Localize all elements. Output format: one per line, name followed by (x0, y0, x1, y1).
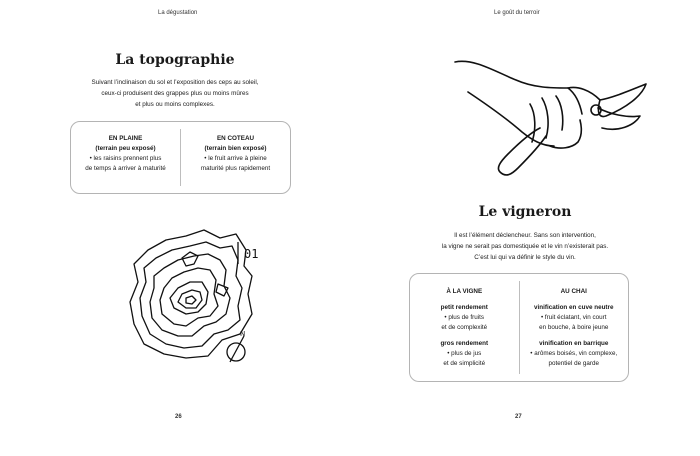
vigneron-comparison-card (409, 273, 629, 382)
right-page (350, 0, 700, 456)
thumb-contour (550, 120, 581, 148)
column-heading: À LA VIGNE (446, 288, 483, 295)
section-title-topographie: La topographie (115, 52, 235, 68)
column-subheading: (terrain bien exposé) (204, 145, 267, 152)
shears-handle-icon (498, 128, 546, 175)
section-title-vigneron: Le vigneron (478, 204, 572, 220)
running-head-right: Le goût du terroir (494, 10, 540, 16)
block-title: vinification en barrique (539, 340, 609, 347)
terrain-comparison-card (70, 121, 291, 194)
topographic-map-illustration (120, 218, 280, 388)
card-column-plaine (71, 122, 180, 193)
block-text: • plus de jus (447, 350, 482, 357)
hand-pruning-shears-illustration (450, 48, 650, 198)
column-text: • les raisins prennent plus (89, 155, 162, 162)
north-label: N (240, 330, 246, 338)
block-text: • arômes boisés, vin complexe, (530, 350, 618, 357)
column-heading: EN COTEAU (216, 135, 255, 142)
arm-lower-contour (468, 92, 554, 146)
shears-pivot-icon (591, 105, 601, 115)
intro-topographie (40, 77, 310, 110)
block-text: et de complexité (441, 324, 488, 331)
column-text: de temps à arriver à maturité (85, 165, 166, 172)
intro-vigneron (380, 230, 670, 263)
card-column-vigne (410, 274, 519, 381)
page-number-left: 26 (175, 414, 182, 420)
block-title: vinification en cuve neutre (534, 304, 614, 311)
block-text: potentiel de garde (548, 360, 599, 367)
column-text: • le fruit arrive à pleine (204, 155, 267, 162)
column-text: maturité plus rapidement (200, 165, 271, 172)
intro-line: la vigne ne serait pas domestiquée et le vin n’existerait pas. (441, 243, 609, 250)
intro-line: Il est l’élément déclencheur. Sans son intervention, (454, 232, 596, 239)
block-text: et de simplicité (443, 360, 486, 367)
block-text: • fruit éclatant, vin court (540, 314, 607, 321)
map-label: 01 (244, 247, 259, 261)
column-subheading: (terrain peu exposé) (95, 145, 156, 152)
block-title: gros rendement (440, 340, 489, 347)
card-column-chai (520, 274, 629, 381)
column-heading: EN PLAINE (108, 135, 143, 142)
running-head-left: La dégustation (158, 10, 198, 16)
block-title: petit rendement (440, 304, 488, 311)
contour-lines (130, 230, 252, 358)
card-column-coteau (181, 122, 290, 193)
intro-line: ceux-ci produisent des grappes plus ou moins mûres (101, 90, 249, 97)
intro-line: C’est lui qui va définir le style du vin. (474, 254, 576, 261)
shears-lower-blade-icon (598, 108, 640, 129)
block-text: • plus de fruits (444, 314, 485, 321)
fingers-icon (530, 88, 582, 142)
arm-upper-contour (455, 61, 600, 100)
block-text: en bouche, à boire jeune (539, 324, 609, 331)
intro-line: et plus ou moins complexes. (135, 101, 215, 108)
page-number-right: 27 (515, 414, 522, 420)
column-heading: AU CHAI (560, 288, 587, 295)
intro-line: Suivant l’inclinaison du sol et l’exposition des ceps au soleil, (91, 79, 259, 86)
